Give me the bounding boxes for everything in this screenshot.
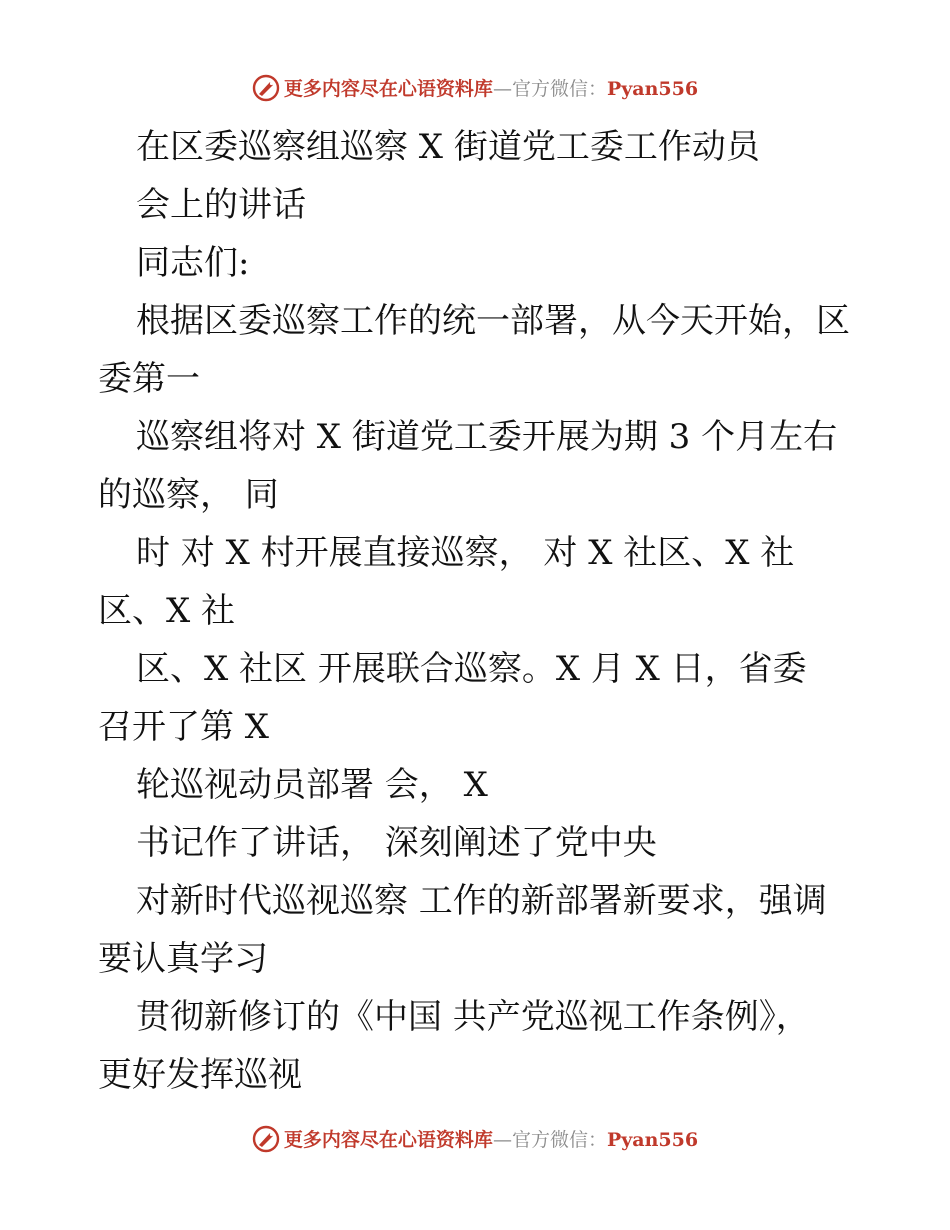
- banner-gray-text: 官方微信：: [511, 1129, 607, 1151]
- paragraph-line: 委第一: [98, 359, 200, 399]
- paragraph-line: 巡察组将对 X 街道党工委开展为期 3 个月左右: [136, 417, 838, 457]
- paragraph-line: 书记作了讲话， 深刻阐述了党中央: [136, 823, 657, 863]
- paragraph-line: 对新时代巡视巡察 工作的新部署新要求，强调: [136, 881, 827, 921]
- paragraph-line: 贯彻新修订的《中国 共产党巡视工作条例》，: [136, 997, 810, 1037]
- document-body: [98, 118, 858, 1104]
- pen-nib-icon: [252, 74, 280, 102]
- paragraph-line: 轮巡视动员部署 会， X: [136, 765, 488, 805]
- paragraph-line: 时 对 X 村开展直接巡察， 对 X 社区、X 社: [136, 533, 795, 573]
- title-line: 在区委巡察组巡察 X 街道党工委工作动员: [136, 127, 760, 167]
- paragraph-line: 召开了第 X: [98, 707, 270, 747]
- title-line: 会上的讲话: [136, 185, 306, 225]
- banner-account: Pyan556: [606, 78, 699, 100]
- paragraph-line: 根据区委巡察工作的统一部署，从今天开始，区: [136, 301, 850, 341]
- banner-red-text: 更多内容尽在心语资料库: [283, 78, 493, 100]
- banner-dash: —: [492, 1129, 512, 1151]
- paragraph-line: 区、X 社: [98, 591, 236, 631]
- header-watermark-banner: [0, 76, 950, 104]
- paragraph-line: 的巡察， 同: [98, 475, 279, 515]
- banner-account: Pyan556: [606, 1129, 699, 1151]
- salutation: 同志们:: [136, 243, 250, 283]
- pen-nib-icon: [252, 1125, 280, 1153]
- paragraph-line: 更好发挥巡视: [98, 1055, 302, 1095]
- footer-watermark-banner: [0, 1127, 950, 1155]
- banner-gray-text: 官方微信：: [511, 78, 607, 100]
- banner-red-text: 更多内容尽在心语资料库: [283, 1129, 493, 1151]
- paragraph-line: 区、X 社区 开展联合巡察。X 月 X 日，省委: [136, 649, 807, 689]
- paragraph-line: 要认真学习: [98, 939, 268, 979]
- banner-dash: —: [492, 78, 512, 100]
